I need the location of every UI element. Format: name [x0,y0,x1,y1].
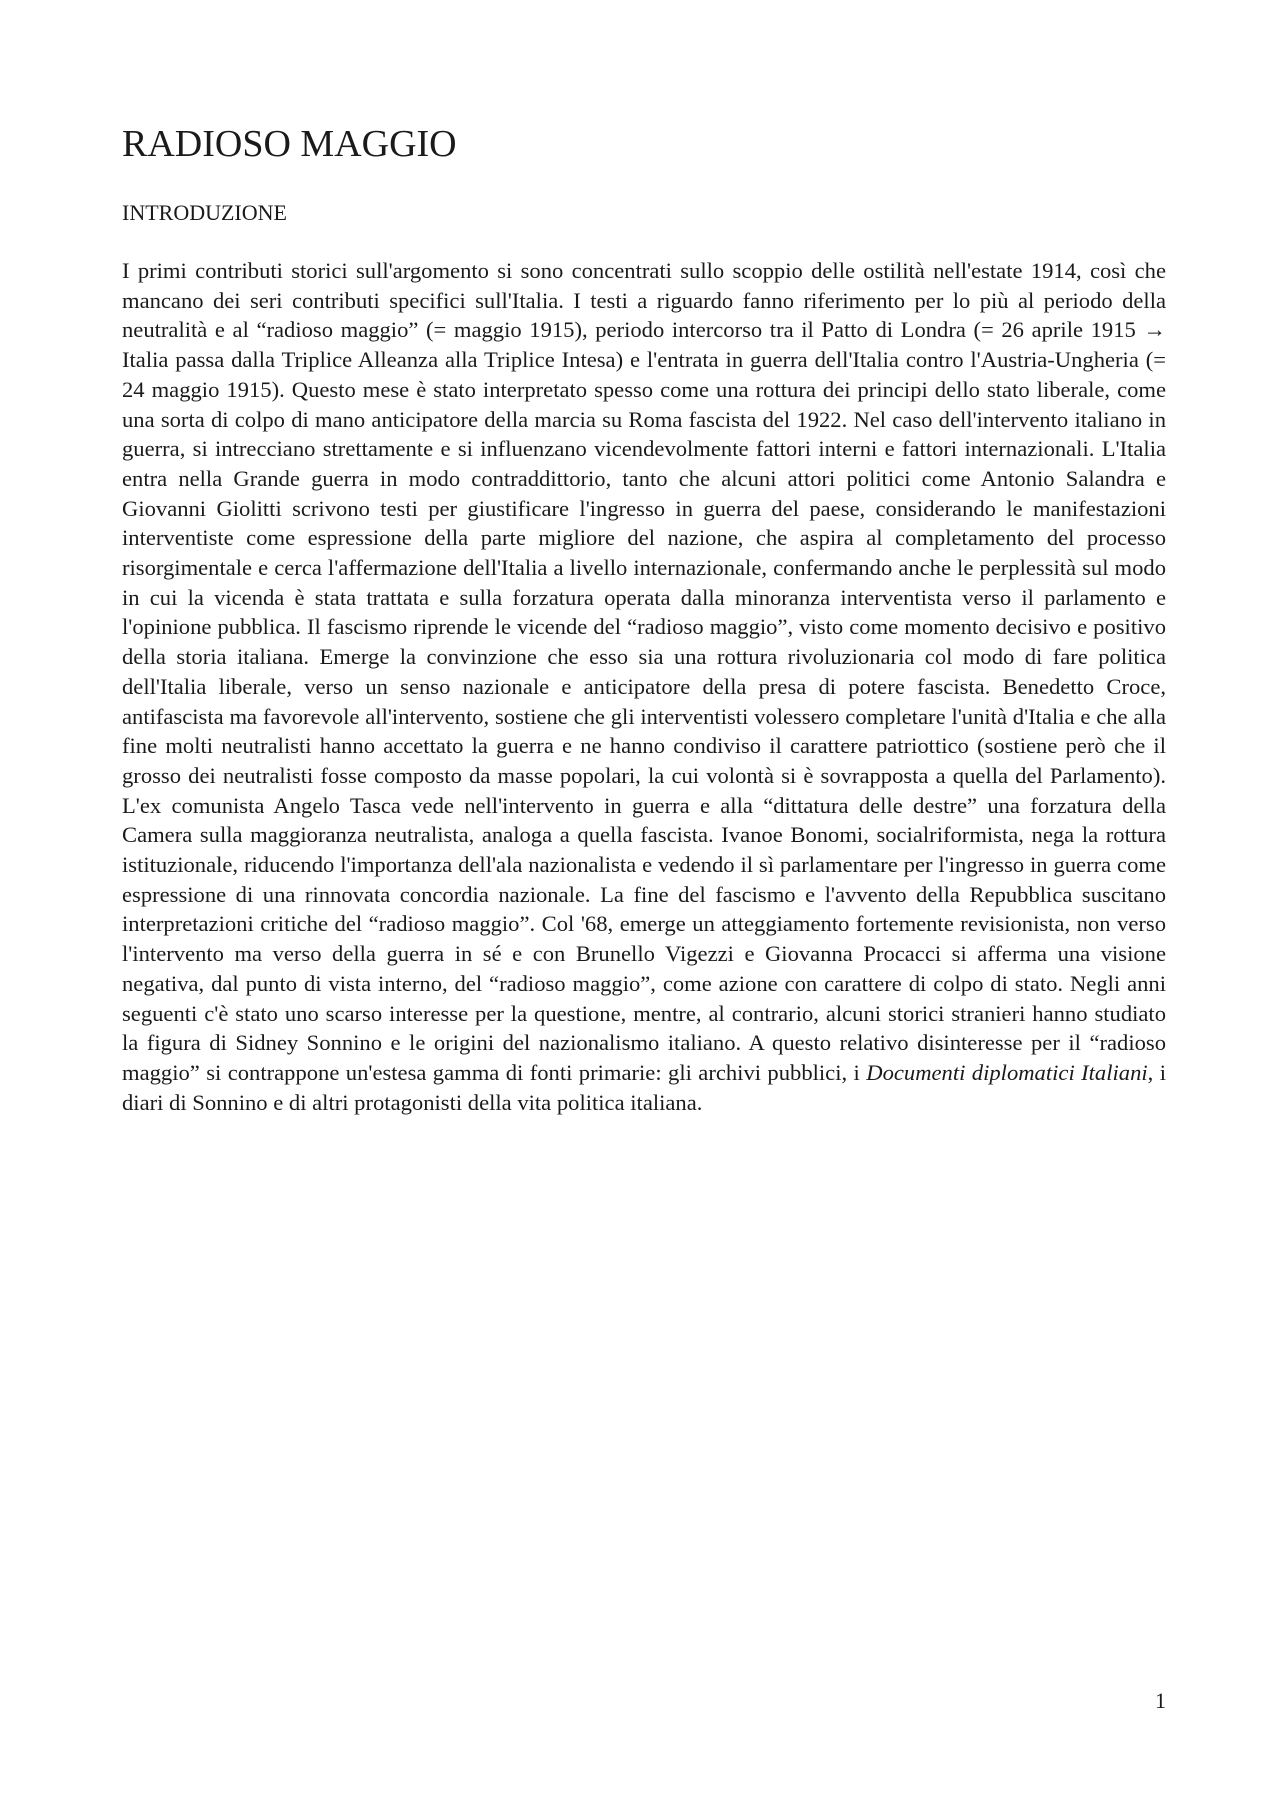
body-paragraph [122,256,1166,1117]
paragraph-text-part-1: I primi contributi storici sull'argomento si sono concentrati sullo scoppio delle ostilità nell'estate 1914, così che mancano dei seri contributi specifici sull'Italia. I testi a riguardo fanno riferimento per lo più al periodo della neutralità e al “radioso maggio” (= maggio 1915), periodo intercorso tra il Patto di Londra (= 26 aprile 1915 → Italia passa dalla Triplice Alleanza alla Triplice Intesa) e l'entrata in guerra dell'Italia contro l'Austria-Ungheria (= 24 maggio 1915). Questo mese è stato interpretato spesso come una rottura dei principi dello stato liberale, come una sorta di colpo di mano anticipatore della marcia su Roma fascista del 1922. Nel caso dell'intervento italiano in guerra, si intrecciano strettamente e si influenzano vicendevolmente fattori interni e fattori internazionali. L'Italia entra nella Grande guerra in modo contraddittorio, tanto che alcuni attori politici come Antonio Salandra e Giovanni Giolitti scrivono testi per giustificare l'ingresso in guerra del paese, considerando le manifestazioni interventiste come espressione della parte migliore del nazione, che aspira al completamento del processo risorgimentale e cerca l'affermazione dell'Italia a livello internazionale, confermando anche le perplessità sul modo in cui la vicenda è stata trattata e sulla forzatura operata dalla minoranza interventista verso il parlamento e l'opinione pubblica. Il fascismo riprende le vicende del “radioso maggio”, visto come momento decisivo e positivo della storia italiana. Emerge la convinzione che esso sia una rottura rivoluzionaria col modo di fare politica dell'Italia liberale, verso un senso nazionale e anticipatore della presa di potere fascista. Benedetto Croce, antifascista ma favorevole all'intervento, sostiene che gli interventisti volessero completare l'unità d'Italia e che alla fine molti neutralisti hanno accettato la guerra e ne hanno condiviso il carattere patriottico (sostiene però che il grosso dei neutralisti fosse composto da masse popolari, la cui volontà si è sovrapposta a quella del Parlamento). L'ex comunista Angelo Tasca vede nell'intervento in guerra e alla “dittatura delle destre” una forzatura della Camera sulla maggioranza neutralista, analoga a quella fascista. Ivanoe Bonomi, socialriformista, nega la rottura istituzionale, riducendo l'importanza dell'ala nazionalista e vedendo il sì parlamentare per l'ingresso in guerra come espressione di una rinnovata concordia nazionale. La fine del fascismo e l'avvento della Repubblica suscitano interpretazioni critiche del “radioso maggio”. Col '68, emerge un atteggiamento fortemente revisionista, non verso l'intervento ma verso della guerra in sé e con Brunello Vigezzi e Giovanna Procacci si afferma una visione negativa, dal punto di vista interno, del “radioso maggio”, come azione con carattere di colpo di stato. Negli anni seguenti c'è stato uno scarso interesse per la questione, mentre, al contrario, alcuni storici stranieri hanno studiato la figura di Sidney Sonnino e le origini del nazionalismo italiano. A questo relativo disinteresse per il “radioso maggio” si contrappone un'estesa gamma di fonti primarie: gli archivi pubblici, i [122,258,1166,1085]
italic-title-reference: Documenti diplomatici Italiani [866,1059,1148,1085]
page-title: RADIOSO MAGGIO [122,123,457,165]
section-heading: INTRODUZIONE [122,200,287,225]
paragraph-text-part-2: , i diari di Sonnino e di altri protagonisti della vita politica italiana. [122,1059,1167,1115]
page-number: 1 [1155,1688,1166,1713]
